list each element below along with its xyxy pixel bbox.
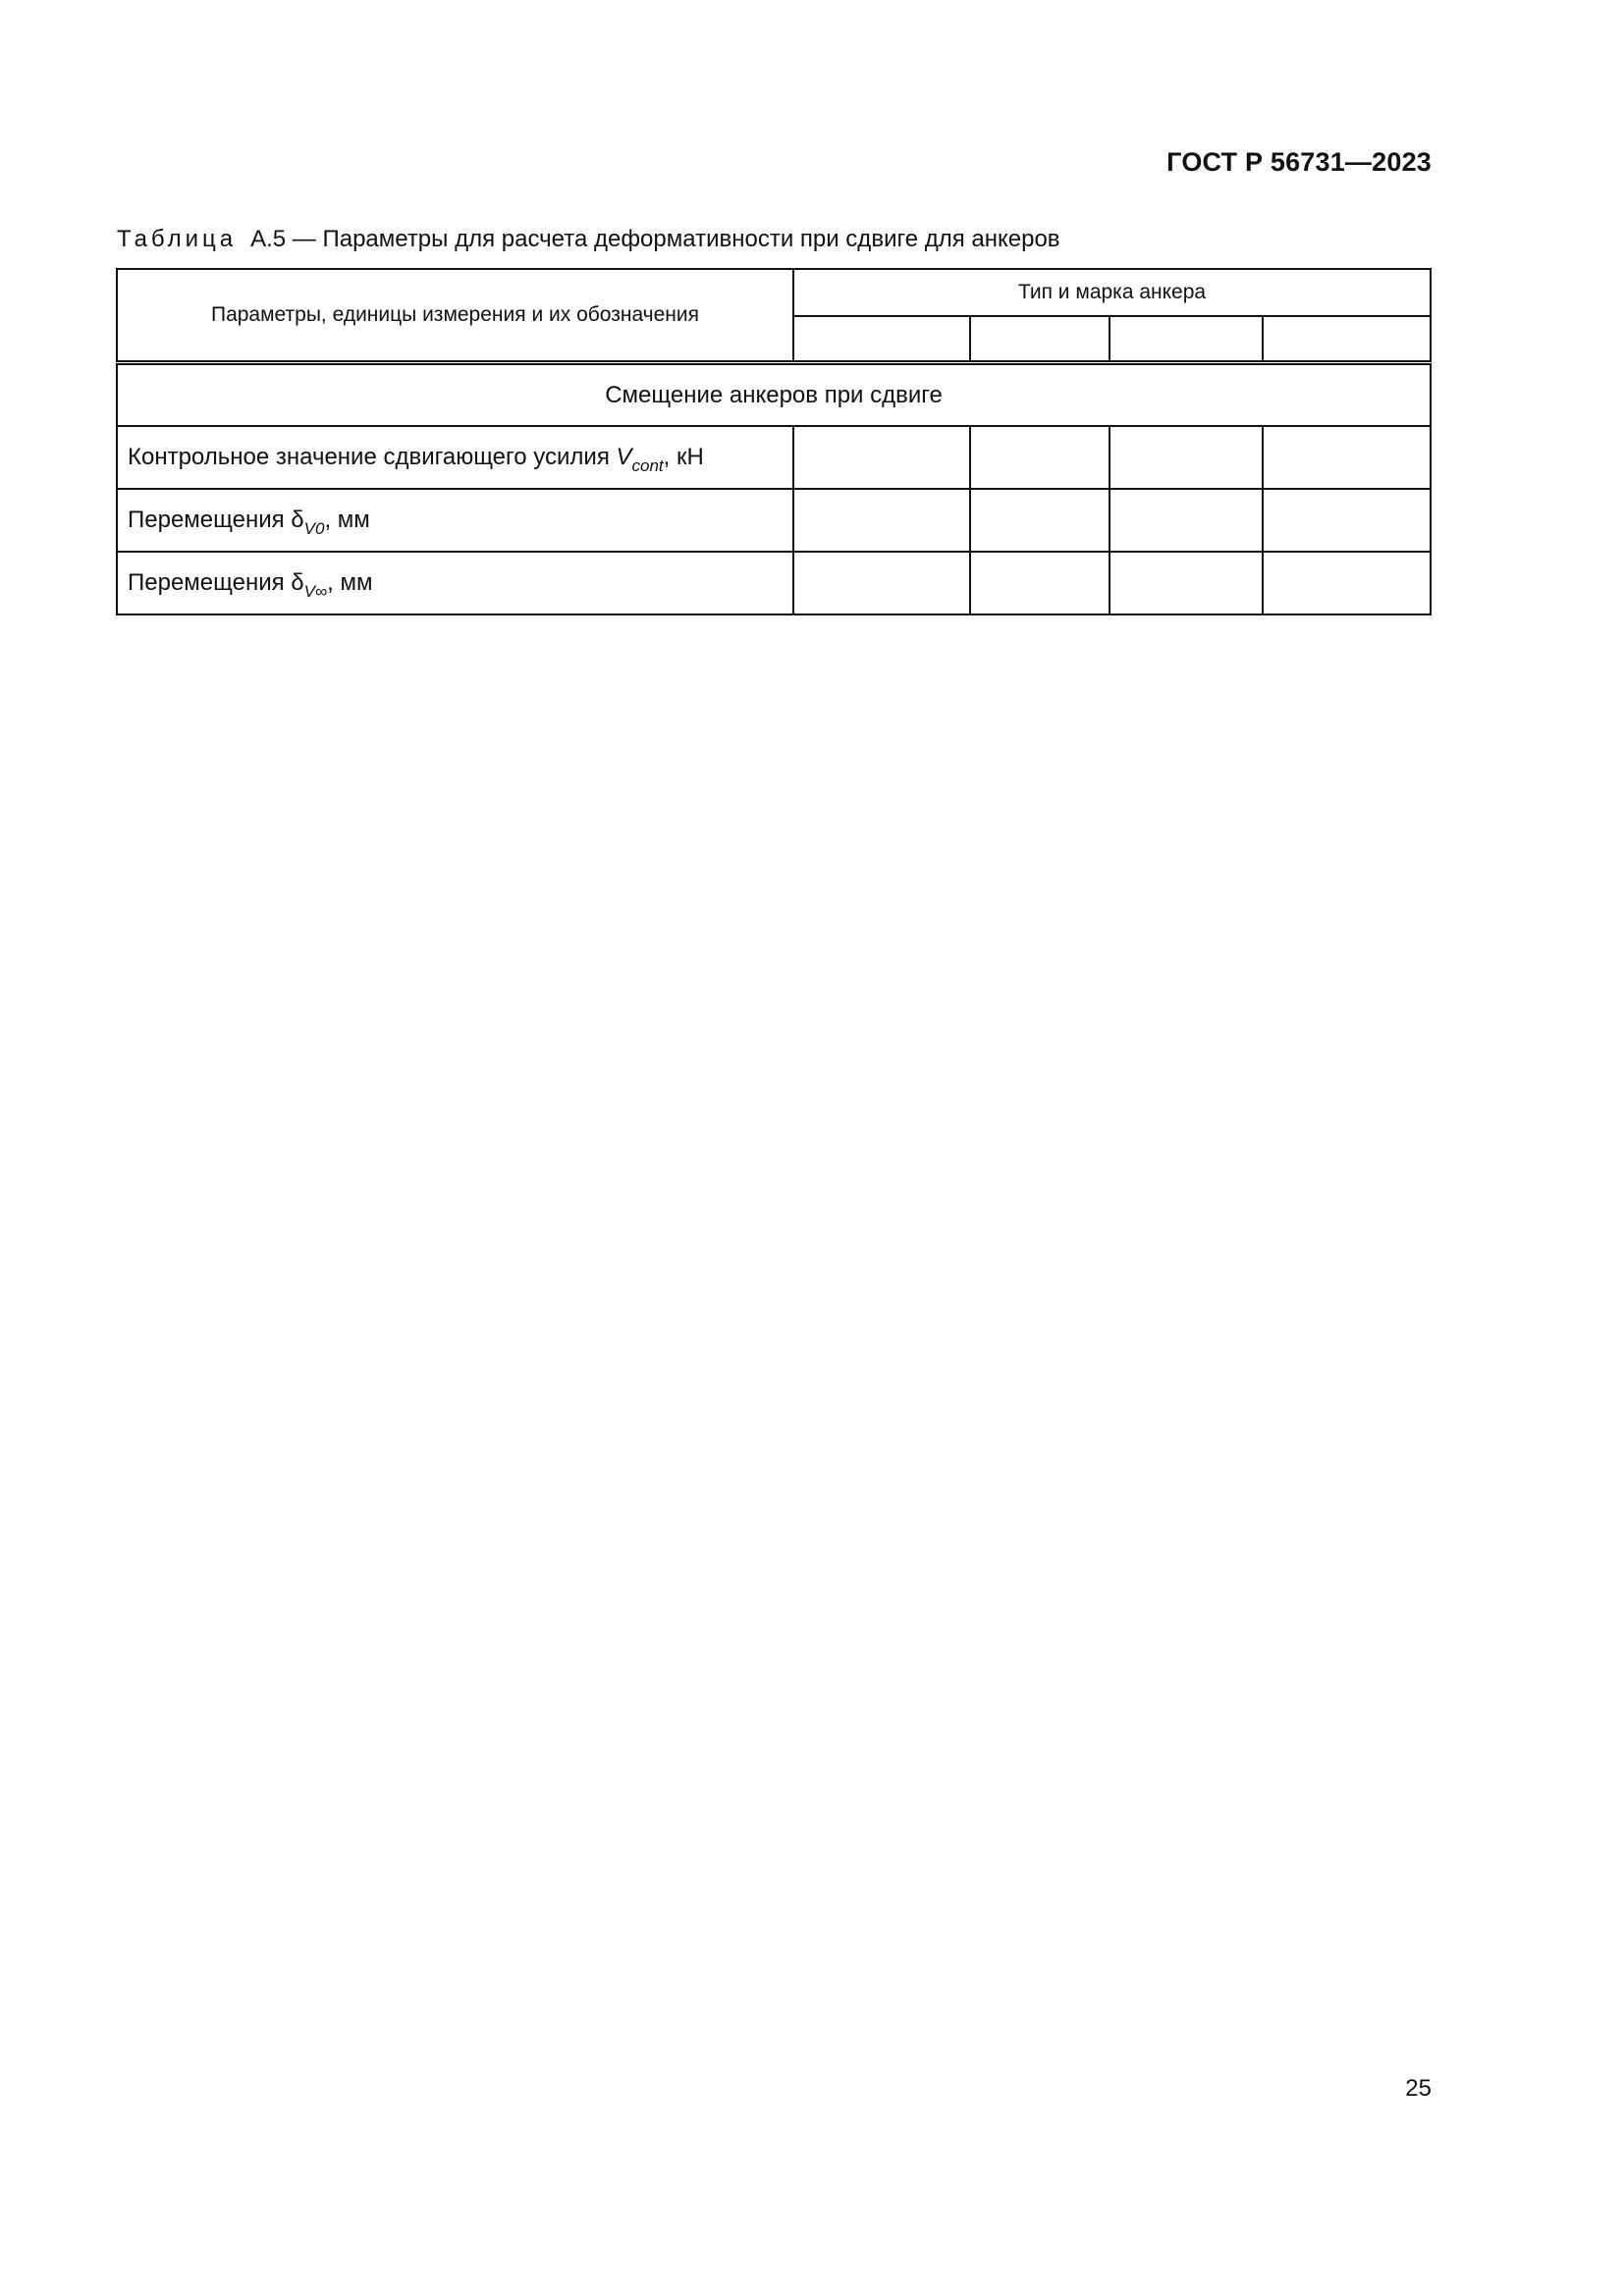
value-cell — [970, 552, 1110, 614]
row-label — [117, 426, 793, 489]
document-code: ГОСТ Р 56731—2023 — [1166, 147, 1432, 177]
value-cell — [1263, 489, 1431, 552]
value-cell — [793, 552, 970, 614]
row-symbol: δ — [291, 507, 304, 533]
value-cell — [1110, 552, 1263, 614]
page-number: 25 — [1405, 2075, 1432, 2102]
row-label-text: Перемещения — [128, 507, 292, 533]
row-label-text: Контрольное значение сдвигающего усилия — [128, 444, 617, 470]
header-parameters-cell: Параметры, единицы измерения и их обозначения — [117, 269, 793, 363]
table-row — [117, 426, 1431, 489]
anchor-type-cell-4 — [1263, 316, 1431, 363]
value-cell — [1263, 552, 1431, 614]
table-caption-prefix: Таблица — [117, 226, 238, 252]
header-anchor-type-cell: Тип и марка анкера — [793, 269, 1431, 316]
value-cell — [1263, 426, 1431, 489]
row-label — [117, 552, 793, 614]
anchor-type-cell-3 — [1110, 316, 1263, 363]
value-cell — [793, 489, 970, 552]
row-unit: , мм — [324, 507, 370, 533]
row-label-text: Перемещения — [128, 569, 292, 596]
value-cell — [970, 489, 1110, 552]
row-subscript: V0 — [303, 519, 325, 538]
row-unit: , мм — [327, 569, 373, 596]
row-symbol: δ — [291, 569, 304, 596]
anchor-type-cell-1 — [793, 316, 970, 363]
table-row — [117, 552, 1431, 614]
row-label — [117, 489, 793, 552]
row-subscript: V∞ — [303, 582, 328, 601]
table-row — [117, 489, 1431, 552]
row-unit: , кН — [663, 444, 704, 470]
value-cell — [970, 426, 1110, 489]
table-caption — [117, 226, 1060, 253]
value-cell — [1110, 426, 1263, 489]
value-cell — [793, 426, 970, 489]
value-cell — [1110, 489, 1263, 552]
section-row — [117, 363, 1431, 427]
table-header-row — [117, 269, 1431, 316]
row-symbol: V — [616, 444, 632, 470]
parameters-table — [116, 268, 1432, 615]
section-title: Смещение анкеров при сдвиге — [117, 363, 1431, 427]
anchor-type-cell-2 — [970, 316, 1110, 363]
row-subscript: cont — [631, 456, 664, 475]
table-caption-text: А.5 — Параметры для расчета деформативности при сдвиге для анкеров — [250, 226, 1060, 252]
